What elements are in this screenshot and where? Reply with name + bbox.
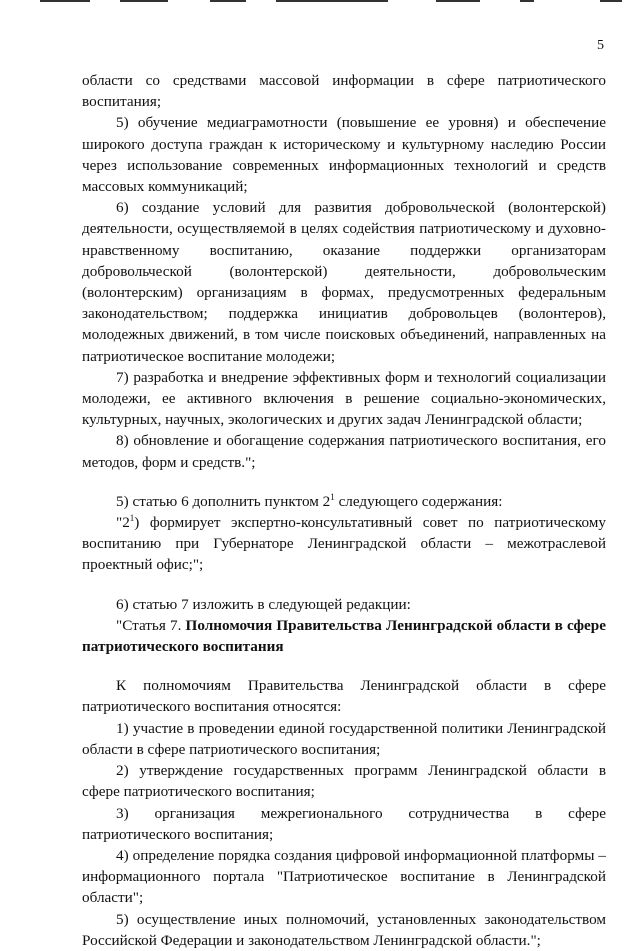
spacer — [82, 576, 606, 594]
article-7-title: Полномочия Правительства Ленинградской области в сфере патриотического воспитания — [82, 616, 606, 656]
list-item-7: 7) разработка и внедрение эффективных форм и технологий социализации молодежи, ее активного включения в решение социально-экономических, культурных, научных, экологических и других задач Ленинградской области; — [82, 368, 606, 429]
amendment-5-quote-prefix: "2 — [116, 514, 130, 532]
amendment-5-intro-suffix: следующего содержания: — [334, 492, 503, 510]
list-item-8: 8) обновление и обогащение содержания патриотического воспитания, его методов, форм и средств."; — [82, 432, 606, 471]
article-7-item-3: 3) организация межрегионального сотрудничества в сфере патриотического воспитания; — [82, 804, 606, 843]
article-7-prefix: "Статья 7. — [116, 616, 186, 634]
article-7-item-1: 1) участие в проведении единой государственной политики Ленинградской области в сфере патриотического воспитания; — [82, 719, 606, 758]
amendment-5-intro — [82, 491, 606, 512]
page-number: 5 — [597, 38, 604, 53]
continuation-paragraph: области со средствами массовой информации в сфере патриотического воспитания; — [82, 72, 606, 111]
article-7-heading — [82, 615, 606, 657]
document-body — [82, 70, 606, 951]
article-7-item-5: 5) осуществление иных полномочий, установленных законодательством Российской Федерации и законодательством Ленинградской области."; — [82, 910, 606, 949]
superscript: 1 — [129, 513, 135, 524]
article-7-item-2: 2) утверждение государственных программ Ленинградской области в сфере патриотического воспитания; — [82, 762, 606, 801]
amendment-6-intro: 6) статью 7 изложить в следующей редакции: — [116, 595, 411, 613]
superscript: 1 — [330, 491, 335, 502]
article-7-item-4: 4) определение порядка создания цифровой информационной платформы – информационного портала "Патриотическое воспитание в Ленинградской области"; — [82, 846, 606, 907]
amendment-5-quote-suffix: ) формирует экспертно-консультативный совет по патриотическому воспитанию при Губернаторе Ленинградской области – межотраслевой проектный офис;"; — [82, 514, 606, 574]
amendment-5-text — [82, 512, 606, 576]
spacer — [82, 657, 606, 675]
spacer — [82, 473, 606, 491]
top-scan-marks — [0, 0, 640, 4]
amendment-5-intro-prefix: 5) статью 6 дополнить пунктом 2 — [116, 492, 331, 510]
article-7-intro: К полномочиям Правительства Ленинградской области в сфере патриотического воспитания относятся: — [82, 677, 606, 716]
list-item-6: 6) создание условий для развития добровольческой (волонтерской) деятельности, осуществляемой в целях содействия патриотическому и духовно-нравственному воспитанию, оказание поддержки организаторам добровольческой (волонтерской) деятельности, добровольческим (волонтерским) организациям в формах, предусмотренных федеральным законодательством; поддержка инициатив добровольцев (волонтеров), молодежных движений, в том числе поисковых объединений, направленных на патриотическое воспитание молодежи; — [82, 199, 606, 365]
list-item-5: 5) обучение медиаграмотности (повышение ее уровня) и обеспечение широкого доступа граждан к историческому и культурному наследию России через использование современных информационных технологий и средств массовых коммуникаций; — [82, 114, 606, 196]
